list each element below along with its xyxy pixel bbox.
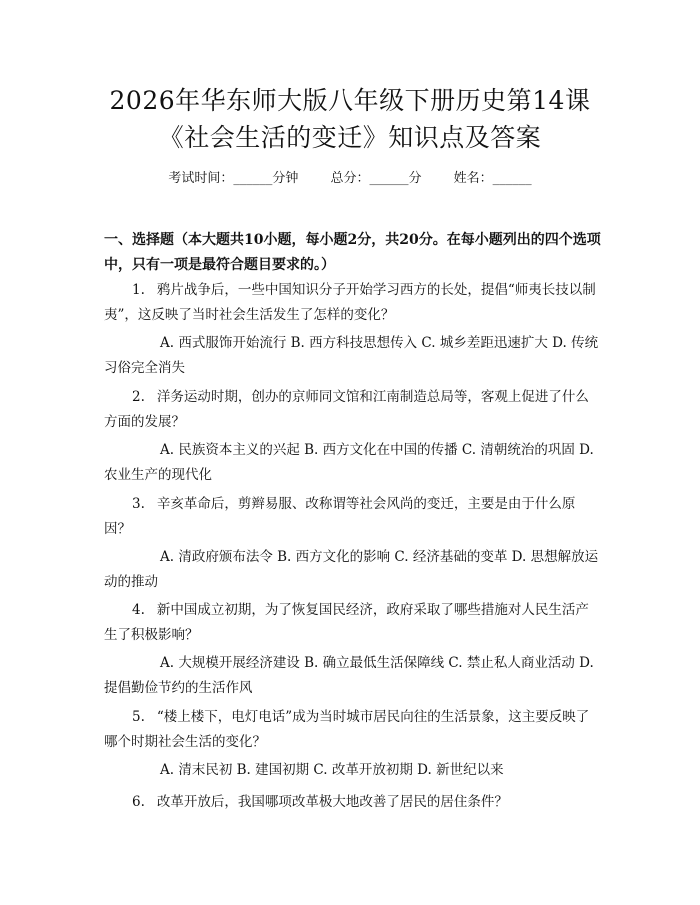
exam-time-field: 考试时间：______分钟	[168, 171, 299, 186]
question-1	[104, 278, 600, 328]
question-3-options: A. 清政府颁布法令 B. 西方文化的影响 C. 经济基础的变革 D. 思想解放运动的推动	[104, 549, 599, 590]
exam-info-line	[0, 169, 700, 189]
question-text: 鸦片战争后，一些中国知识分子开始学习西方的长处，提倡“师夷长技以制夷”，这反映了当时社会生活发生了怎样的变化？	[104, 282, 596, 323]
total-score-field: 总分：______分	[330, 171, 422, 186]
question-5	[104, 705, 600, 755]
question-6	[104, 790, 600, 815]
question-2	[104, 385, 600, 435]
question-5-options: A. 清末民初 B. 建国初期 C. 改革开放初期 D. 新世纪以来	[160, 762, 504, 778]
student-name-field: 姓名：______	[453, 171, 532, 186]
question-number: 6.	[132, 794, 145, 810]
question-number: 1.	[132, 282, 145, 298]
section-heading: 一、选择题（本大题共10小题，每小题2分，共20分。在每小题列出的四个选项中，只有一项是最符合题目要求的。）	[104, 232, 601, 273]
question-3	[104, 492, 600, 542]
document-title-line-1: 2026年华东师大版八年级下册历史第14课	[109, 86, 591, 115]
question-number: 4.	[132, 602, 145, 618]
question-text: 洋务运动时期，创办的京师同文馆和江南制造总局等，客观上促进了什么方面的发展？	[104, 389, 589, 430]
question-4-options: A. 大规模开展经济建设 B. 确立最低生活保障线 C. 禁止私人商业活动 D. 提倡勤俭节约的生活作风	[104, 655, 594, 696]
question-text: “楼上楼下，电灯电话”成为当时城市居民向往的生活景象，这主要反映了哪个时期社会生活的变化？	[104, 709, 590, 750]
question-1-options: A. 西式服饰开始流行 B. 西方科技思想传入 C. 城乡差距迅速扩大 D. 传统习俗完全消失	[104, 335, 599, 376]
question-text: 辛亥革命后，剪辫易服、改称谓等社会风尚的变迁，主要是由于什么原因？	[104, 496, 576, 537]
question-4	[104, 598, 600, 648]
question-number: 3.	[132, 496, 145, 512]
document-title-line-2: 《社会生活的变迁》知识点及答案	[158, 123, 542, 152]
question-number: 2.	[132, 389, 145, 405]
question-text: 改革开放后，我国哪项改革极大地改善了居民的居住条件？	[156, 794, 508, 810]
question-2-options: A. 民族资本主义的兴起 B. 西方文化在中国的传播 C. 清朝统治的巩固 D. 农业生产的现代化	[104, 442, 594, 483]
question-number: 5.	[132, 709, 145, 725]
question-text: 新中国成立初期，为了恢复国民经济，政府采取了哪些措施对人民生活产生了积极影响？	[104, 602, 589, 643]
